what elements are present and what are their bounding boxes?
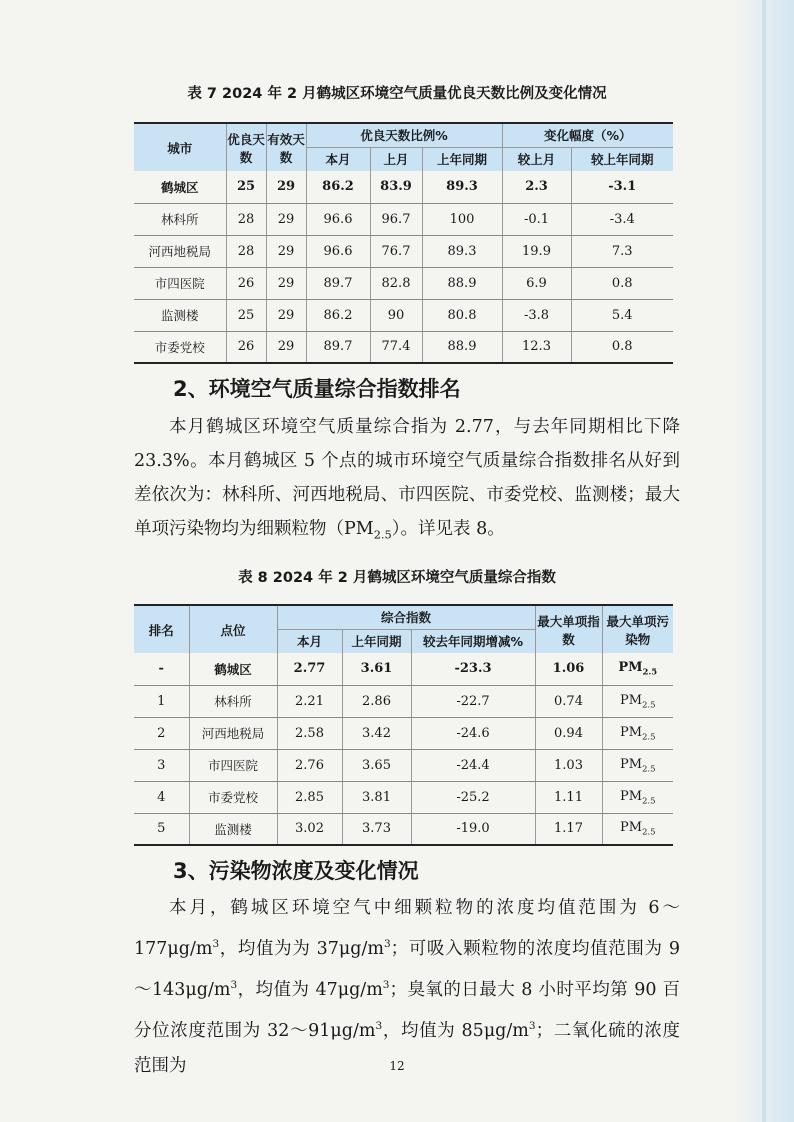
header-this-month: 本月: [277, 629, 342, 653]
table7: [134, 122, 673, 364]
table8-caption: 表 8 2024 年 2 月鹤城区环境空气质量综合指数: [238, 570, 556, 586]
header-site: 点位: [189, 605, 277, 653]
section2-paragraph: 本月鹤城区环境空气质量综合指为 2.77，与去年同期相比下降 23.3%。本月鹤城区 5 个点的城市环境空气质量综合指数排名从好到差依次为：林科所、河西地税局、市四医院、市委党校、监测楼；最大单项污染物均为细颗粒物$(PM_{2.5})$。详见表 8。: [134, 417, 680, 542]
section3-paragraph: 本月，鹤城区环境空气中细颗粒物的浓度均值范围为 $6\sim 177\mu g/m^3$，均值为为 $37\mu g/m^3$；可吸入颗粒物的浓度均值范围为 $9\sim 143\mu g/m^3$，均值为 $47\mu g/m^3$；臭氧的日最大 8 小时平均第 90 百分位浓度范围为 $32\sim 91\mu g/m^3$，均值为 $85\mu g/m^3$；二氧化硫的浓度范围为: [134, 898, 681, 1077]
page-number: 12: [389, 1059, 405, 1073]
header-last-month: 上月: [370, 147, 422, 171]
header-rank: 排名: [134, 605, 189, 653]
header-vs-last-year: 较上年同期: [571, 147, 673, 171]
header-max-index: 最大单项指数: [535, 605, 602, 653]
header-change-group: 变化幅度（%）: [502, 123, 673, 147]
table8: [134, 604, 673, 846]
scan-edge: [736, 0, 794, 1122]
header-ratio-group: 优良天数比例%: [306, 123, 502, 147]
table-row: 河西地税局 28 29 96.6 76.7 89.3 19.9 7.3: [134, 235, 673, 267]
header-last-year: 上年同期: [422, 147, 502, 171]
table-row: - 鹤城区 2.77 3.61 -23.3 1.06 $PM_{2.5}$: [134, 653, 673, 685]
table7-caption: 表 7 2024 年 2 月鹤城区环境空气质量优良天数比例及变化情况: [187, 86, 607, 102]
header-valid-days: 有效天数: [266, 123, 306, 171]
table-row: 市四医院 26 29 89.7 82.8 88.9 6.9 0.8: [134, 267, 673, 299]
header-city: 城市: [134, 123, 226, 171]
table-row: 5 监测楼 3.02 3.73 -19.0 1.17 $PM_{2.5}$: [134, 813, 673, 845]
section2-heading: 2、环境空气质量综合指数排名: [173, 377, 461, 401]
table-row: 4 市委党校 2.85 3.81 -25.2 1.11 $PM_{2.5}$: [134, 781, 673, 813]
header-vs-last-month: 较上月: [502, 147, 571, 171]
table-row: 林科所 28 29 96.6 96.7 100 -0.1 -3.4: [134, 203, 673, 235]
header-change: 较去年同期增减%: [411, 629, 535, 653]
header-good-days: 优良天数: [226, 123, 266, 171]
header-last-year: 上年同期: [342, 629, 411, 653]
header-this-month: 本月: [306, 147, 370, 171]
table-row: 监测楼 25 29 86.2 90 80.8 -3.8 5.4: [134, 299, 673, 331]
table-row: 市委党校 26 29 89.7 77.4 88.9 12.3 0.8: [134, 331, 673, 363]
section3-heading: 3、污染物浓度及变化情况: [173, 859, 419, 883]
table-row: 3 市四医院 2.76 3.65 -24.4 1.03 $PM_{2.5}$: [134, 749, 673, 781]
table-row: 1 林科所 2.21 2.86 -22.7 0.74 $PM_{2.5}$: [134, 685, 673, 717]
table-row: 2 河西地税局 2.58 3.42 -24.6 0.94 $PM_{2.5}$: [134, 717, 673, 749]
table-row: 鹤城区 25 29 86.2 83.9 89.3 2.3 -3.1: [134, 171, 673, 203]
header-index-group: 综合指数: [277, 605, 535, 629]
header-max-pollutant: 最大单项污染物: [602, 605, 673, 653]
